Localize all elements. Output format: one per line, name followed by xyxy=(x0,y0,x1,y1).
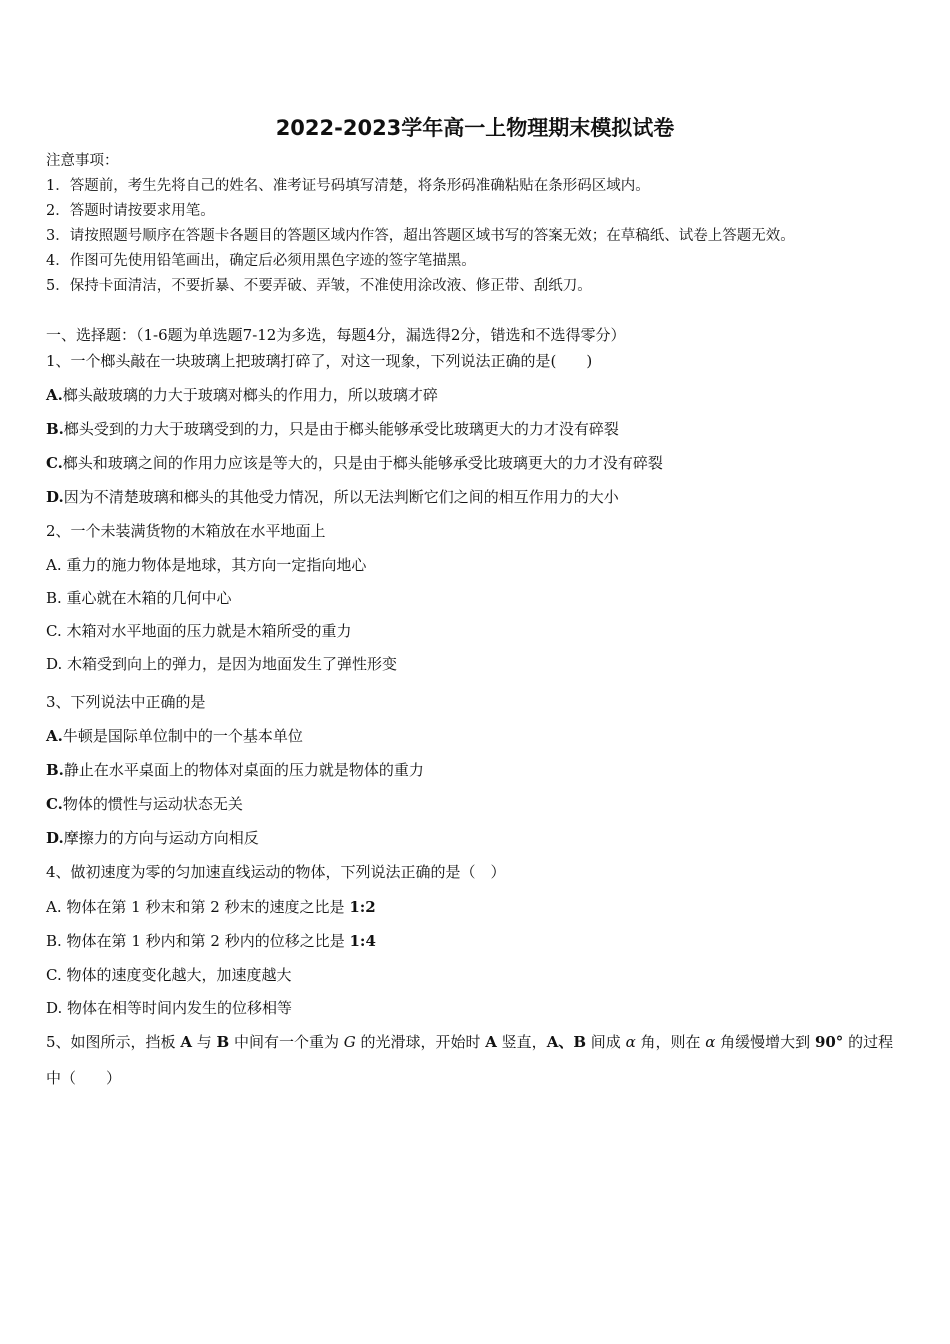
option-label: D. xyxy=(46,829,64,847)
question-3-option-b xyxy=(46,760,424,780)
question-1-option-a xyxy=(46,385,438,405)
stem-text: 角，则在 xyxy=(635,1033,706,1051)
question-2-option-b: B. 重心就在木箱的几何中心 xyxy=(46,589,232,607)
symbol-b: B xyxy=(216,1033,230,1051)
option-label: C. xyxy=(46,454,63,472)
note-item-3: 3．请按照题号顺序在答题卡各题目的答题区域内作答，超出答题区域书写的答案无效；在草稿纸、试卷上答题无效。 xyxy=(46,228,795,244)
question-3-stem: 3、下列说法中正确的是 xyxy=(46,693,206,711)
option-text: B. 物体在第 1 秒内和第 2 秒内的位移之比是 xyxy=(46,932,350,950)
question-4-option-c: C. 物体的速度变化越大，加速度越大 xyxy=(46,966,292,984)
note-item-4: 4．作图可先使用铅笔画出，确定后必须用黑色字迹的签字笔描黑。 xyxy=(46,253,476,269)
stem-text: 间成 xyxy=(586,1033,626,1051)
question-5-stem xyxy=(46,1032,893,1052)
question-2-option-c: C. 木箱对水平地面的压力就是木箱所受的重力 xyxy=(46,622,352,640)
question-3-option-d xyxy=(46,828,259,848)
note-item-5: 5．保持卡面清洁，不要折暴、不要弄破、弄皱，不准使用涂改液、修正带、刮纸刀。 xyxy=(46,278,592,294)
option-label: D. xyxy=(46,488,64,506)
option-text: 榔头敲玻璃的力大于玻璃对榔头的作用力，所以玻璃才碎 xyxy=(62,386,438,404)
symbol-alpha: α xyxy=(625,1033,636,1051)
option-text: 榔头受到的力大于玻璃受到的力，只是由于榔头能够承受比玻璃更大的力才没有碎裂 xyxy=(63,420,619,438)
question-1-option-b xyxy=(46,419,619,439)
option-text: 静止在水平桌面上的物体对桌面的压力就是物体的重力 xyxy=(63,761,424,779)
question-3-option-a xyxy=(46,726,303,746)
question-4-option-b xyxy=(46,931,376,951)
ratio-value: 1:2 xyxy=(349,898,376,916)
question-1-option-c xyxy=(46,453,663,473)
symbol-a: A xyxy=(485,1033,497,1051)
question-5-stem-cont: 中（ ） xyxy=(46,1069,122,1087)
option-text: A. 物体在第 1 秒末和第 2 秒末的速度之比是 xyxy=(46,898,350,916)
question-2-option-a: A. 重力的施力物体是地球，其方向一定指向地心 xyxy=(46,556,367,574)
question-4-option-a xyxy=(46,897,376,917)
stem-text: 5、如图所示，挡板 xyxy=(46,1033,181,1051)
notes-heading: 注意事项： xyxy=(46,153,119,169)
angle-value: 90° xyxy=(814,1033,844,1051)
option-label: B. xyxy=(46,761,64,779)
option-text: 牛顿是国际单位制中的一个基本单位 xyxy=(62,727,303,745)
option-label: B. xyxy=(46,420,64,438)
stem-text: 中间有一个重为 xyxy=(229,1033,344,1051)
question-4-stem: 4、做初速度为零的匀加速直线运动的物体，下列说法正确的是（ ） xyxy=(46,863,506,881)
question-4-option-d: D. 物体在相等时间内发生的位移相等 xyxy=(46,999,293,1017)
symbol-g: G xyxy=(343,1033,356,1051)
stem-text: 角缓慢增大到 xyxy=(715,1033,815,1051)
symbol-a: A xyxy=(180,1033,192,1051)
option-text: 榔头和玻璃之间的作用力应该是等大的，只是由于榔头能够承受比玻璃更大的力才没有碎裂 xyxy=(62,454,663,472)
option-text: 物体的惯性与运动状态无关 xyxy=(62,795,243,813)
stem-text: 竖直， xyxy=(496,1033,547,1051)
question-1-option-d xyxy=(46,487,619,507)
section-heading: 一、选择题：（1-6题为单选题7-12为多选，每题4分，漏选得2分，错选和不选得零分） xyxy=(46,326,626,344)
symbol-ab: A、B xyxy=(546,1033,587,1051)
stem-text: 的光滑球，开始时 xyxy=(355,1033,486,1051)
option-text: 摩擦力的方向与运动方向相反 xyxy=(63,829,259,847)
stem-text: 与 xyxy=(191,1033,217,1051)
option-label: A. xyxy=(46,727,63,745)
option-label: C. xyxy=(46,795,63,813)
question-3-option-c xyxy=(46,794,243,814)
option-label: A. xyxy=(46,386,63,404)
stem-text: 的过程 xyxy=(843,1033,894,1051)
ratio-value: 1:4 xyxy=(349,932,376,950)
note-item-2: 2．答题时请按要求用笔。 xyxy=(46,203,215,219)
question-1-stem: 1、一个榔头敲在一块玻璃上把玻璃打碎了，对这一现象，下列说法正确的是( ) xyxy=(46,352,593,370)
question-2-stem: 2、一个未装满货物的木箱放在水平地面上 xyxy=(46,522,326,540)
symbol-alpha: α xyxy=(705,1033,716,1051)
question-2-option-d: D. 木箱受到向上的弹力，是因为地面发生了弹性形变 xyxy=(46,655,398,673)
option-text: 因为不清楚玻璃和榔头的其他受力情况，所以无法判断它们之间的相互作用力的大小 xyxy=(63,488,619,506)
note-item-1: 1．答题前，考生先将自己的姓名、准考证号码填写清楚，将条形码准确粘贴在条形码区域内。 xyxy=(46,178,650,194)
exam-title: 2022-2023学年高一上物理期末模拟试卷 xyxy=(275,116,675,140)
